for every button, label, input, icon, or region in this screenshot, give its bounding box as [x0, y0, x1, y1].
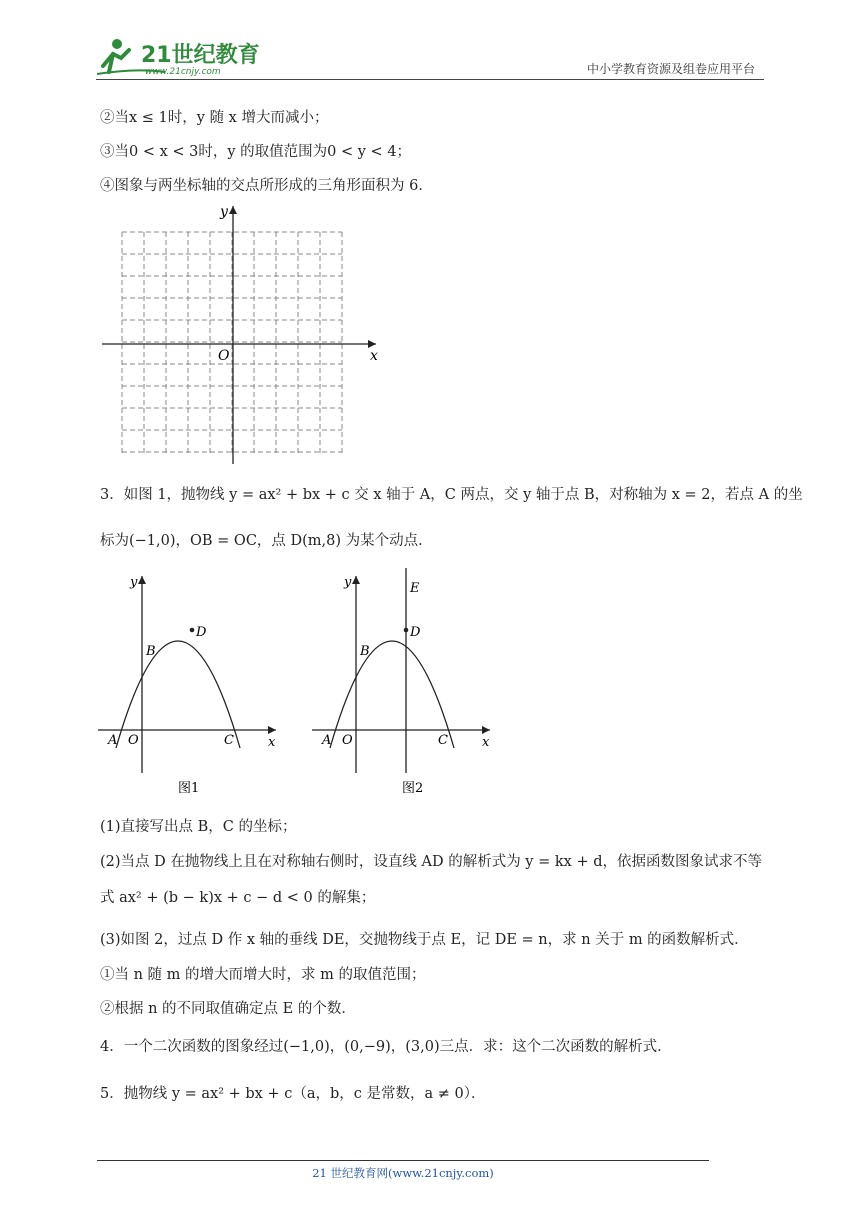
figure-1: [96, 568, 286, 800]
parabola: [116, 641, 240, 748]
origin-label: O: [218, 348, 230, 364]
site-logo: [95, 32, 265, 78]
statement-2: ②当x ≤ 1时，y 随 x 增大而减小；: [100, 110, 329, 126]
svg-text:A: A: [108, 733, 118, 748]
svg-text:B: B: [360, 644, 370, 659]
q3-line1: 3．如图 1，抛物线 y = ax² + bx + c 交 x 轴于 A，C 两点，交 y 轴于点 B，对称轴为 x = 2，若点 A 的坐: [100, 487, 803, 503]
svg-text:A: A: [322, 733, 332, 748]
header-platform-name: 中小学教育资源及组卷应用平台: [586, 62, 755, 76]
y-axis-arrow: [229, 206, 237, 214]
svg-text:D: D: [410, 625, 421, 640]
y-axis-label: y: [220, 204, 228, 220]
q3-part2-line2: 式 ax² + (b − k)x + c − d < 0 的解集；: [100, 890, 376, 906]
coordinate-grid-figure: [96, 198, 386, 470]
svg-text:x: x: [482, 735, 490, 750]
footer-text: 21 世纪教育网(www.21cnjy.com): [312, 1166, 494, 1180]
svg-text:B: B: [146, 644, 156, 659]
q3-part3: (3)如图 2，过点 D 作 x 轴的垂线 DE，交抛物线于点 E，记 DE = n，求 n 关于 m 的函数解析式．: [100, 932, 749, 948]
parabola: [330, 641, 454, 748]
dashed-grid: [122, 232, 342, 454]
statement-3: ③当0 < x < 3时，y 的取值范围为0 < y < 4；: [100, 144, 412, 160]
x-axis-arrow: [368, 340, 376, 348]
svg-text:x: x: [268, 735, 276, 750]
svg-text:D: D: [196, 625, 207, 640]
footer-divider: [97, 1160, 709, 1161]
q3-part3-ii: ②根据 n 的不同取值确定点 E 的个数．: [100, 1001, 356, 1017]
point-d: [404, 628, 409, 633]
figure-2: [310, 568, 500, 800]
header-divider: [96, 79, 764, 80]
svg-text:y: y: [344, 575, 352, 590]
figure-1-caption: 图1: [178, 781, 200, 796]
svg-text:C: C: [438, 733, 448, 748]
svg-text:y: y: [130, 575, 138, 590]
svg-text:www.21cnjy.com: www.21cnjy.com: [145, 67, 221, 77]
question-4: 4．一个二次函数的图象经过(−1,0)，(0,−9)，(3,0)三点．求：这个二次函数的解析式．: [100, 1039, 672, 1055]
point-d: [190, 628, 195, 633]
question-5: 5．抛物线 y = ax² + bx + c（a，b，c 是常数，a ≠ 0）．: [100, 1086, 486, 1102]
svg-text:21世纪教育: 21世纪教育: [141, 43, 260, 68]
q3-part1: (1)直接写出点 B，C 的坐标；: [100, 819, 297, 835]
q3-part2-line1: (2)当点 D 在抛物线上且在对称轴右侧时，设直线 AD 的解析式为 y = kx + d，依据函数图象试求不等: [100, 854, 762, 870]
svg-text:O: O: [128, 733, 139, 748]
q3-line2: 标为(−1,0)，OB = OC，点 D(m,8) 为某个动点．: [100, 533, 433, 549]
svg-text:O: O: [342, 733, 353, 748]
svg-text:E: E: [410, 581, 420, 596]
statement-4: ④图象与两坐标轴的交点所形成的三角形面积为 6．: [100, 178, 433, 194]
svg-text:C: C: [224, 733, 234, 748]
x-axis-label: x: [370, 348, 378, 364]
figure-2-caption: 图2: [402, 781, 424, 796]
q3-part3-i: ①当 n 随 m 的增大而增大时，求 m 的取值范围；: [100, 967, 426, 983]
